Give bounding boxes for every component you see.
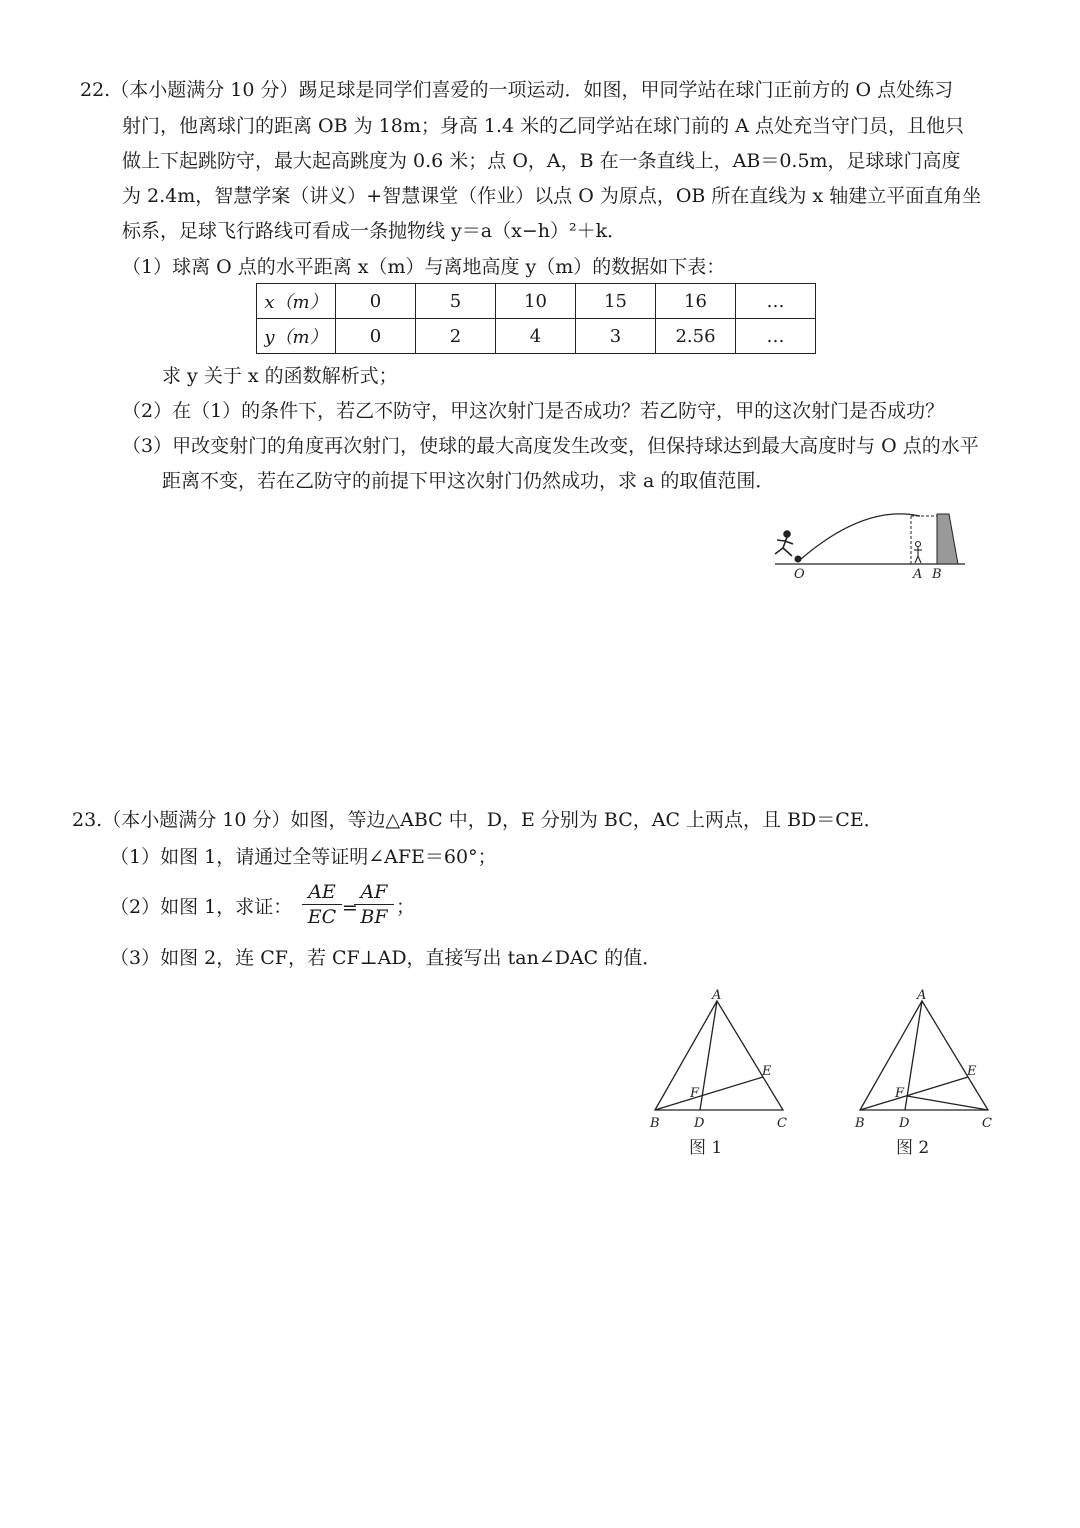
figure-caption: 图 2 xyxy=(896,1138,930,1158)
q22-part1-ask: 求 y 关于 x 的函数解析式； xyxy=(162,365,398,387)
q23-part2-prefix: （2）如图 1，求证： xyxy=(110,896,293,918)
equals-sign: = xyxy=(342,897,358,919)
label-b: B xyxy=(650,1116,660,1131)
fraction-numerator: AF xyxy=(360,881,388,903)
label-a: A xyxy=(913,567,923,582)
table-row-y xyxy=(257,319,816,354)
q23-part3: （3）如图 2，连 CF，若 CF⊥AD，直接写出 tan∠DAC 的值． xyxy=(110,947,662,969)
label-d: D xyxy=(694,1116,705,1131)
y-header-cell: y（m） xyxy=(257,319,336,354)
q22-line2: 射门，他离球门的距离 OB 为 18m；身高 1.4 米的乙同学站在球门前的 A 点处充当守门员，且他只 xyxy=(122,115,964,137)
label-c: C xyxy=(777,1116,787,1131)
label-c: C xyxy=(982,1116,992,1131)
label-b: B xyxy=(855,1116,865,1131)
triangle-abc xyxy=(860,1001,988,1110)
segment-cf xyxy=(907,1096,988,1110)
q22-line3: 做上下起跳防守，最大起高跳度为 0.6 米；点 O，A，B 在一条直线上，AB＝0.5m，足球球门高度 xyxy=(122,150,961,172)
x-cell: 16 xyxy=(656,284,736,319)
trajectory-curve xyxy=(801,514,920,559)
table-row-x xyxy=(257,284,816,319)
q23-header: （本小题满分 10 分） xyxy=(102,809,291,831)
fraction-denominator: BF xyxy=(360,906,388,928)
x-cell: 0 xyxy=(336,284,416,319)
x-header-cell: x（m） xyxy=(257,284,336,319)
label-d: D xyxy=(899,1116,910,1131)
q23-part2-suffix: ； xyxy=(396,896,416,918)
q23-part1: （1）如图 1，请通过全等证明∠AFE＝60°； xyxy=(110,846,497,868)
goal-post xyxy=(937,514,958,564)
x-cell: 15 xyxy=(576,284,656,319)
xy-data-table xyxy=(256,283,816,354)
triangle-figure-2 xyxy=(850,985,1010,1160)
q22-header: （本小题满分 10 分） xyxy=(110,79,299,101)
x-cell: 5 xyxy=(416,284,496,319)
x-cell: 10 xyxy=(496,284,576,319)
q22-part3-line2: 距离不变，若在乙防守的前提下甲这次射门仍然成功，求 a 的取值范围． xyxy=(162,470,775,492)
q22-part1: （1）球离 O 点的水平距离 x（m）与离地高度 y（m）的数据如下表： xyxy=(122,256,726,278)
y-cell: 2.56 xyxy=(656,319,736,354)
q23-line1 xyxy=(72,808,883,832)
goalkeeper-figure xyxy=(914,542,922,564)
q22-line4: 为 2.4m，智慧学案（讲义）+智慧课堂（作业）以点 O 为原点，OB 所在直线为 x 轴建立平面直角坐 xyxy=(122,185,982,207)
y-cell: 2 xyxy=(416,319,496,354)
triangle-figure-1 xyxy=(645,985,805,1160)
label-e: E xyxy=(762,1064,772,1079)
label-o: O xyxy=(794,567,805,582)
q22-line1 xyxy=(80,78,953,102)
q23-number: 23. xyxy=(72,809,103,831)
soccer-figure xyxy=(765,510,975,580)
y-cell: … xyxy=(736,319,816,354)
ball xyxy=(795,556,802,563)
label-a: A xyxy=(917,988,927,1003)
figure-caption: 图 1 xyxy=(689,1138,723,1158)
triangle-abc xyxy=(655,1001,783,1110)
fraction-numerator: AE xyxy=(308,881,336,903)
q22-part3-line1: （3）甲改变射门的角度再次射门，使球的最大高度发生改变，但保持球达到最大高度时与 O 点的水平 xyxy=(122,435,979,457)
label-e: E xyxy=(967,1064,977,1079)
fraction-af-bf xyxy=(354,880,394,929)
label-f: F xyxy=(690,1086,700,1101)
q22-number: 22. xyxy=(80,79,111,101)
fraction-ae-ec xyxy=(302,880,342,929)
label-f: F xyxy=(895,1086,905,1101)
kicker-figure xyxy=(775,531,793,556)
y-cell: 3 xyxy=(576,319,656,354)
label-a: A xyxy=(712,988,722,1003)
x-cell: … xyxy=(736,284,816,319)
q22-text-1: 踢足球是同学们喜爱的一项运动．如图，甲同学站在球门正前方的 O 点处练习 xyxy=(298,79,954,101)
label-b: B xyxy=(932,567,942,582)
q23-text-1: 如图，等边△ABC 中，D，E 分别为 BC，AC 上两点，且 BD＝CE． xyxy=(290,809,883,831)
q22-line5: 标系，足球飞行路线可看成一条抛物线 y＝a（x−h）²＋k． xyxy=(122,220,627,242)
fraction-denominator: EC xyxy=(307,906,337,928)
y-cell: 0 xyxy=(336,319,416,354)
q22-part2: （2）在（1）的条件下，若乙不防守，甲这次射门是否成功？若乙防守，甲的这次射门是否成功？ xyxy=(122,400,945,422)
y-cell: 4 xyxy=(496,319,576,354)
